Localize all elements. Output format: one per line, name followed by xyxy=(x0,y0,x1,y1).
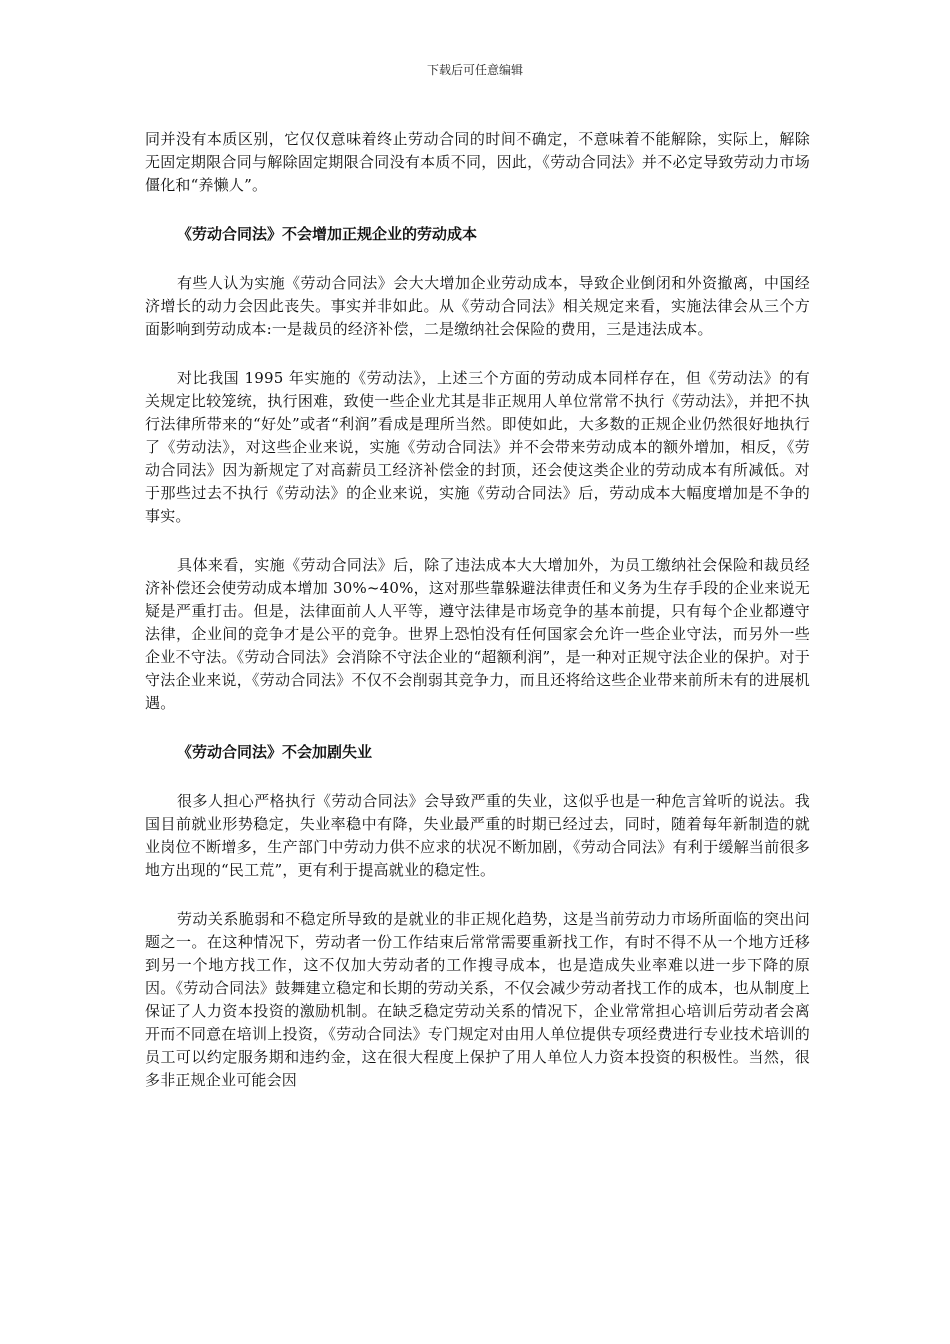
paragraph: 对比我国 1995 年实施的《劳动法》，上述三个方面的劳动成本同样存在，但《劳动法》的有关规定比较笼统，执行困难，致使一些企业尤其是非正规用人单位常常不执行《劳动法》，并把不执行法律所带来的“好处”或者“利润”看成是理所当然。即使如此，大多数的正规企业仍然很好地执行了《劳动法》，对这些企业来说，实施《劳动合同法》并不会带来劳动成本的额外增加，相反，《劳动合同法》因为新规定了对高薪员工经济补偿金的封顶，还会使这类企业的劳动成本有所减低。对于那些过去不执行《劳动法》的企业来说，实施《劳动合同法》后，劳动成本大幅度增加是不争的事实。 xyxy=(145,369,810,525)
section-heading: 《劳动合同法》不会加剧失业 xyxy=(177,743,373,761)
paragraph: 具体来看，实施《劳动合同法》后，除了违法成本大大增加外，为员工缴纳社会保险和裁员经济补偿还会使劳动成本增加 30%~40%，这对那些靠躲避法律责任和义务为生存手段的企业来说无疑是严重打击。但是，法律面前人人平等，遵守法律是市场竞争的基本前提，只有每个企业都遵守法律，企业间的竞争才是公平的竞争。世界上恐怕没有任何国家会允许一些企业守法，而另外一些企业不守法。《劳动合同法》会消除不守法企业的“超额利润”，是一种对正规守法企业的保护。对于守法企业来说，《劳动合同法》不仅不会削弱其竞争力，而且还将给这些企业带来前所未有的进展机遇。 xyxy=(145,556,810,712)
document-body xyxy=(145,128,810,1118)
paragraph: 劳动关系脆弱和不稳定所导致的是就业的非正规化趋势，这是当前劳动力市场所面临的突出问题之一。在这种情况下，劳动者一份工作结束后常常需要重新找工作，有时不得不从一个地方迁移到另一个地方找工作，这不仅加大劳动者的工作搜寻成本，也是造成失业率难以进一步下降的原因。《劳动合同法》鼓舞建立稳定和长期的劳动关系，不仅会减少劳动者找工作的成本，也从制度上保证了人力资本投资的激励机制。在缺乏稳定劳动关系的情况下，企业常常担心培训后劳动者会离开而不同意在培训上投资，《劳动合同法》专门规定对由用人单位提供专项经费进行专业技术培训的员工可以约定服务期和违约金，这在很大程度上保护了用人单位人力资本投资的积极性。当然，很多非正规企业可能会因 xyxy=(145,910,810,1089)
paragraph: 有些人认为实施《劳动合同法》会大大增加企业劳动成本，导致企业倒闭和外资撤离，中国经济增长的动力会因此丧失。事实并非如此。从《劳动合同法》相关规定来看，实施法律会从三个方面影响到劳动成本:一是裁员的经济补偿，二是缴纳社会保险的费用，三是违法成本。 xyxy=(145,274,810,338)
page-header: 下载后可任意编辑 xyxy=(426,63,523,77)
section-heading: 《劳动合同法》不会增加正规企业的劳动成本 xyxy=(177,225,478,243)
paragraph: 同并没有本质区别，它仅仅意味着终止劳动合同的时间不确定，不意味着不能解除，实际上，解除无固定期限合同与解除固定期限合同没有本质不同，因此，《劳动合同法》并不必定导致劳动力市场僵化和“养懒人”。 xyxy=(145,130,810,194)
paragraph: 很多人担心严格执行《劳动合同法》会导致严重的失业，这似乎也是一种危言耸听的说法。我国目前就业形势稳定，失业率稳中有降，失业最严重的时期已经过去，同时，随着每年新制造的就业岗位不断增多，生产部门中劳动力供不应求的状况不断加剧，《劳动合同法》有利于缓解当前很多地方出现的“民工荒”，更有利于提高就业的稳定性。 xyxy=(145,792,810,879)
